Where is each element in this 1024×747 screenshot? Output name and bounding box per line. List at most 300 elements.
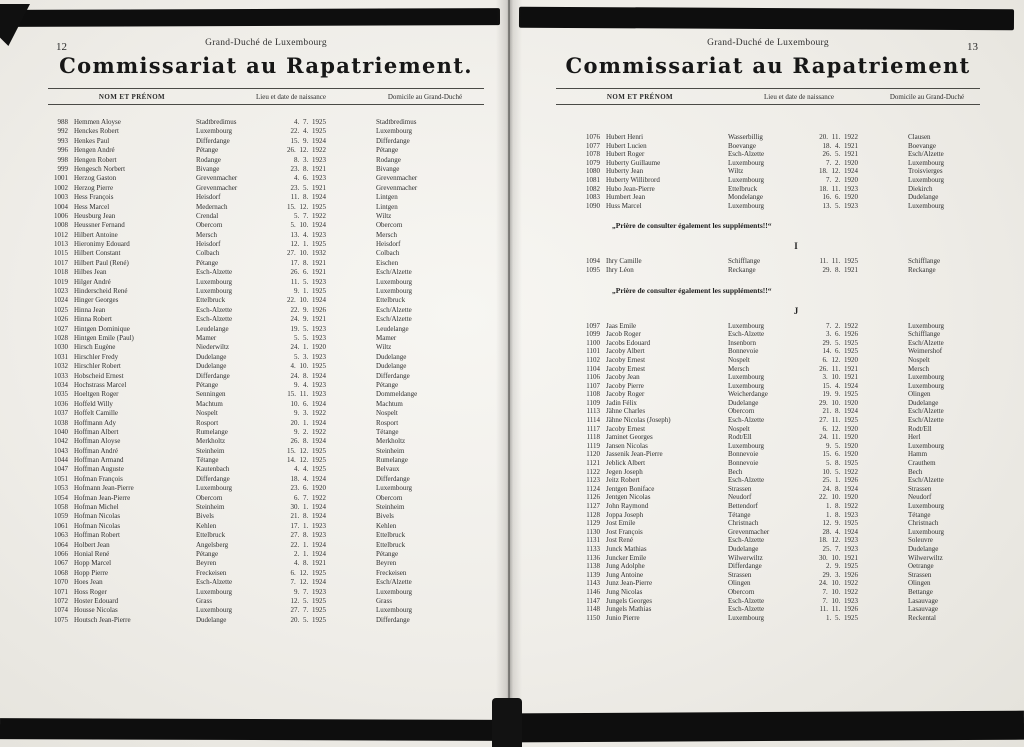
table-row <box>48 390 484 399</box>
cell-place: Kautenbach <box>196 465 230 474</box>
cell-name: Jansen Nicolas <box>606 441 648 450</box>
cell-num: 1035 <box>54 390 68 399</box>
cell-dom: Esch/Alzette <box>376 305 412 314</box>
cell-name: Herzog Pierre <box>74 183 114 192</box>
table-row <box>48 156 484 165</box>
cell-name: Junio Pierre <box>606 613 640 622</box>
cell-place: Heisdorf <box>196 193 221 202</box>
name-table-section-j <box>556 322 980 623</box>
cell-place: Bivels <box>196 512 214 521</box>
table-row <box>48 240 484 249</box>
table-row <box>556 159 980 168</box>
table-row <box>48 165 484 174</box>
cell-name: Hintgen Emile (Paul) <box>74 333 134 342</box>
cell-num: 1023 <box>54 287 68 296</box>
cell-date: 24. 11. 1920 <box>819 433 858 442</box>
page-title: Commissariat au Rapatriement. <box>59 53 473 78</box>
cell-num: 1090 <box>586 201 600 210</box>
cell-name: Hofman François <box>74 474 123 483</box>
cell-name: Hubo Jean-Pierre <box>606 184 655 193</box>
cell-name: Jacob Roger <box>606 330 641 339</box>
cell-num: 1044 <box>54 456 68 465</box>
table-row <box>556 365 980 374</box>
cell-num: 1070 <box>54 578 68 587</box>
cell-place: Bivange <box>196 164 220 173</box>
cell-dom: Luxembourg <box>908 502 945 510</box>
table-row <box>556 433 980 442</box>
cell-dom: Differdange <box>376 615 410 624</box>
cell-name: Hoffman Armand <box>74 456 124 465</box>
cell-date: 15. 12. 1925 <box>287 202 326 211</box>
cell-date: 28. 4. 1924 <box>822 527 858 536</box>
table-row <box>48 127 484 136</box>
cell-name: Hoffman André <box>74 446 118 455</box>
cell-num: 1063 <box>54 531 68 540</box>
table-row <box>48 334 484 343</box>
table-row <box>556 511 980 520</box>
column-header-name: NOM ET PRÉNOM <box>98 93 166 101</box>
cell-place: Strassen <box>728 484 752 493</box>
cell-dom: Luxembourg <box>908 201 945 210</box>
cell-dom: Neudorf <box>908 493 932 502</box>
cell-dom: Schifflange <box>908 257 941 266</box>
cell-place: Rodt/Ell <box>728 433 752 442</box>
cell-place: Grevenmacher <box>728 527 770 536</box>
table-row <box>556 150 980 159</box>
cell-place: Reckange <box>728 265 756 274</box>
cell-name: Junz Jean-Pierre <box>606 579 653 588</box>
cell-date: 25. 7. 1923 <box>822 544 858 553</box>
cell-num: 1114 <box>586 416 600 425</box>
cell-date: 9. 7. 1923 <box>294 587 326 596</box>
cell-num: 1113 <box>586 407 600 416</box>
table-row <box>48 597 484 606</box>
cell-dom: Esch/Alzette <box>376 315 412 324</box>
scan-edge-top-right <box>519 7 1014 31</box>
cell-dom: Obercorn <box>376 221 403 230</box>
cell-name: Hobscheid Ernest <box>74 371 124 380</box>
cell-dom: Dudelange <box>376 352 407 361</box>
cell-num: 1024 <box>54 296 68 305</box>
cell-dom: Nospelt <box>908 355 930 364</box>
cell-name: Hochstrass Marcel <box>74 380 127 389</box>
section-letter-j: J <box>793 305 799 316</box>
name-table-section-i <box>556 257 980 274</box>
cell-date: 4. 10. 1925 <box>290 362 326 371</box>
cell-num: 1143 <box>586 579 600 588</box>
cell-num: 1095 <box>586 265 600 274</box>
cell-dom: Mersch <box>908 364 929 373</box>
cell-place: Dudelange <box>196 352 227 361</box>
cell-dom: Luxembourg <box>908 175 945 184</box>
cell-place: Grevenmacher <box>196 183 238 192</box>
table-row <box>48 616 484 625</box>
cell-dom: Boevange <box>908 141 936 150</box>
cell-num: 1008 <box>54 221 68 230</box>
cell-dom: Luxembourg <box>908 441 945 450</box>
cell-date: 9. 1. 1925 <box>294 287 326 296</box>
cell-dom: Esch/Alzette <box>908 150 944 159</box>
cell-name: Hilger André <box>74 277 111 286</box>
book-fold-line <box>508 0 510 747</box>
cell-place: Beyren <box>196 559 217 568</box>
cell-place: Olingen <box>728 579 751 588</box>
cell-date: 18. 12. 1923 <box>819 536 858 545</box>
cell-name: Jacoby Pierre <box>606 381 644 390</box>
cell-num: 1146 <box>586 587 600 596</box>
cell-place: Bonnevoie <box>728 450 759 459</box>
table-row <box>556 579 980 588</box>
cell-date: 5. 5. 1923 <box>294 333 326 342</box>
cell-dom: Dommeldange <box>376 390 418 399</box>
table-header <box>556 88 980 105</box>
cell-dom: Schifflange <box>908 330 941 339</box>
cell-place: Esch-Alzette <box>196 268 233 277</box>
cell-dom: Stadtbredimus <box>376 118 417 126</box>
cell-name: Juncker Emile <box>606 553 647 562</box>
cell-name: Jungels Georges <box>606 596 652 605</box>
cell-num: 1033 <box>54 371 68 380</box>
cell-num: 1058 <box>54 503 68 512</box>
cell-name: Hirschler Fredy <box>74 352 119 361</box>
cell-place: Obercorn <box>728 587 755 596</box>
cell-name: Hengen Robert <box>74 155 117 164</box>
cell-place: Mersch <box>728 364 749 373</box>
cell-name: Hoffman Robert <box>74 531 120 540</box>
cell-date: 5. 7. 1922 <box>294 211 326 220</box>
cell-num: 1107 <box>586 381 600 390</box>
cell-dom: Christnach <box>908 519 939 528</box>
cell-date: 1. 8. 1923 <box>826 510 858 519</box>
cell-name: Hinger Georges <box>74 296 119 305</box>
cell-date: 6. 12. 1925 <box>290 568 326 577</box>
cell-date: 9. 3. 1922 <box>294 409 326 418</box>
cell-name: Jacoby Jean <box>606 373 640 382</box>
table-row <box>48 437 484 446</box>
cell-name: Jacoby Ernest <box>606 364 646 373</box>
cell-dom: Strassen <box>908 484 932 493</box>
cell-num: 998 <box>57 155 68 164</box>
cell-date: 15. 4. 1924 <box>822 381 858 390</box>
cell-dom: Beyren <box>376 559 397 568</box>
table-row <box>556 614 980 623</box>
cell-name: Hoss Roger <box>74 587 107 596</box>
cell-dom: Eischen <box>376 258 399 267</box>
cell-place: Tétange <box>728 510 751 519</box>
cell-dom: Luxembourg <box>376 484 413 493</box>
cell-dom: Reckental <box>908 613 936 622</box>
cell-name: Jeblick Albert <box>606 459 646 468</box>
cell-dom: Crauthem <box>908 459 936 468</box>
cell-name: Holbert Jean <box>74 540 110 549</box>
cell-place: Luxembourg <box>728 373 765 382</box>
table-row <box>556 382 980 391</box>
cell-dom: Bettange <box>908 587 933 596</box>
cell-num: 1147 <box>586 596 600 605</box>
cell-dom: Soleuvre <box>908 536 933 545</box>
cell-name: Junck Mathias <box>606 544 647 553</box>
cell-dom: Merkholtz <box>376 437 406 446</box>
cell-dom: Mamer <box>376 333 397 342</box>
cell-date: 5. 8. 1925 <box>826 459 858 468</box>
cell-date: 13. 4. 1923 <box>290 230 326 239</box>
cell-date: 9. 5. 1920 <box>826 441 858 450</box>
table-row <box>556 322 980 331</box>
cell-num: 1129 <box>586 519 600 528</box>
cell-date: 6. 12. 1920 <box>822 424 858 433</box>
cell-dom: Luxembourg <box>376 606 413 615</box>
cell-name: Hilbert Antoine <box>74 230 118 239</box>
cell-date: 27. 7. 1925 <box>290 606 326 615</box>
cell-place: Esch-Alzette <box>728 596 765 605</box>
table-row <box>556 339 980 348</box>
cell-dom: Hamm <box>908 450 928 459</box>
table-row <box>556 193 980 202</box>
scan-edge-bottom-right <box>513 711 1024 743</box>
table-row <box>48 278 484 287</box>
cell-date: 20. 5. 1925 <box>290 615 326 624</box>
cell-name: Jadin Félix <box>606 398 637 407</box>
cell-name: Henkes Paul <box>74 136 110 145</box>
table-row <box>556 176 980 185</box>
cell-date: 29. 10. 1920 <box>819 398 858 407</box>
cell-name: Huberty Jean <box>606 167 644 176</box>
cell-num: 1003 <box>54 193 68 202</box>
cell-name: Heusburg Jean <box>74 211 116 220</box>
cell-date: 3. 10. 1921 <box>822 373 858 382</box>
cell-num: 1078 <box>586 150 600 159</box>
table-row <box>48 212 484 221</box>
cell-name: Hubert Henri <box>606 133 644 141</box>
cell-date: 7. 2. 1920 <box>826 175 858 184</box>
cell-name: Hilbert Constant <box>74 249 121 258</box>
table-row <box>556 562 980 571</box>
cell-dom: Troisvierges <box>908 167 943 176</box>
cell-num: 1123 <box>586 476 600 485</box>
cell-name: Hilbert Paul (René) <box>74 258 129 267</box>
cell-place: Stadtbredimus <box>196 118 237 126</box>
table-row <box>556 133 980 142</box>
cell-date: 27. 11. 1925 <box>819 416 858 425</box>
cell-date: 26. 5. 1921 <box>822 150 858 159</box>
cell-dom: Pétange <box>376 380 399 389</box>
cell-date: 6. 12. 1920 <box>822 355 858 364</box>
table-row <box>556 185 980 194</box>
table-row <box>48 381 484 390</box>
cell-name: Jeitz Robert <box>606 476 640 485</box>
cell-dom: Luxembourg <box>908 373 945 382</box>
cell-place: Differdange <box>728 562 762 571</box>
cell-place: Rosport <box>196 418 219 427</box>
cell-dom: Heisdorf <box>376 240 401 249</box>
cell-date: 4. 7. 1925 <box>294 118 326 126</box>
cell-dom: Luxembourg <box>376 127 413 136</box>
cell-num: 992 <box>57 127 68 136</box>
cell-place: Nospelt <box>196 409 218 418</box>
cell-dom: Rosport <box>376 418 399 427</box>
table-row <box>556 597 980 606</box>
cell-place: Grass <box>196 596 212 605</box>
cell-date: 20. 11. 1922 <box>819 133 858 141</box>
cell-date: 7. 12. 1924 <box>290 578 326 587</box>
page-number: 13 <box>967 41 978 53</box>
cell-num: 1080 <box>586 167 600 176</box>
cell-num: 1015 <box>54 249 68 258</box>
cell-name: Honial René <box>74 549 110 558</box>
table-row <box>556 399 980 408</box>
table-row <box>48 559 484 568</box>
cell-place: Esch-Alzette <box>196 578 233 587</box>
cell-name: Jaas Emile <box>606 321 637 330</box>
cell-place: Dudelange <box>196 615 227 624</box>
cell-name: Housse Nicolas <box>74 606 118 615</box>
cell-place: Colbach <box>196 249 220 258</box>
cell-num: 1071 <box>54 587 68 596</box>
cell-place: Steinheim <box>196 503 225 512</box>
cell-dom: Luxembourg <box>376 287 413 296</box>
cell-dom: Luxembourg <box>376 277 413 286</box>
table-header <box>48 88 484 105</box>
table-row <box>556 390 980 399</box>
cell-name: Herzog Gaston <box>74 174 117 183</box>
table-row <box>48 409 484 418</box>
cell-date: 23. 8. 1921 <box>290 164 326 173</box>
cell-num: 1066 <box>54 549 68 558</box>
cell-date: 14. 6. 1925 <box>822 347 858 356</box>
cell-name: Hoffman Aloyse <box>74 437 121 446</box>
cell-dom: Belvaux <box>376 465 400 474</box>
cell-num: 1025 <box>54 305 68 314</box>
cell-name: Jentgen Nicolas <box>606 493 651 502</box>
cell-date: 8. 3. 1923 <box>294 155 326 164</box>
table-row <box>556 373 980 382</box>
cell-date: 7. 2. 1920 <box>826 158 858 167</box>
cell-dom: Pétange <box>376 146 399 155</box>
column-header-domicile: Domicile au Grand-Duché <box>387 93 463 101</box>
book-fold-bottom-shadow <box>492 698 522 747</box>
cell-num: 1018 <box>54 268 68 277</box>
cell-date: 26. 12. 1922 <box>287 146 326 155</box>
cell-date: 18. 4. 1921 <box>822 141 858 150</box>
cell-name: Hirsch Eugène <box>74 343 116 352</box>
cell-num: 1013 <box>54 240 68 249</box>
scan-edge-top-left <box>10 8 500 27</box>
cell-num: 1150 <box>586 613 600 622</box>
cell-dom: Dudelange <box>908 398 939 407</box>
cell-num: 1017 <box>54 258 68 267</box>
cell-place: Senningen <box>196 390 226 399</box>
cell-date: 26. 6. 1921 <box>290 268 326 277</box>
cell-name: Jassenik Jean-Pierre <box>606 450 663 459</box>
cell-place: Esch-Alzette <box>196 315 233 324</box>
cell-dom: Rodange <box>376 155 401 164</box>
cell-date: 24. 8. 1924 <box>290 371 326 380</box>
cell-name: Jungels Mathias <box>606 605 652 614</box>
table-row <box>48 531 484 540</box>
cell-place: Luxembourg <box>196 587 233 596</box>
cell-date: 3. 6. 1926 <box>826 330 858 339</box>
cell-date: 22. 10. 1924 <box>287 296 326 305</box>
cell-name: Jost René <box>606 536 634 545</box>
page-title: Commissariat au Rapatriement <box>565 53 971 78</box>
cell-date: 22. 4. 1925 <box>290 127 326 136</box>
cell-dom: Bivels <box>376 512 394 521</box>
cell-num: 1082 <box>586 184 600 193</box>
cell-name: Hengen André <box>74 146 115 155</box>
cell-name: Huberty Willibrord <box>606 175 660 184</box>
cell-date: 15. 11. 1923 <box>287 390 326 399</box>
table-row <box>48 203 484 212</box>
cell-date: 17. 8. 1921 <box>290 258 326 267</box>
table-row <box>556 416 980 425</box>
cell-num: 1136 <box>586 553 600 562</box>
cell-date: 9. 2. 1922 <box>294 427 326 436</box>
cell-date: 26. 11. 1921 <box>819 364 858 373</box>
cell-name: Jacoby Ernest <box>606 424 646 433</box>
cell-name: Hemmen Aloyse <box>74 118 121 126</box>
cell-name: Hofman Nicolas <box>74 512 121 521</box>
cell-dom: Grass <box>376 596 392 605</box>
cell-num: 1148 <box>586 605 600 614</box>
table-row <box>556 502 980 511</box>
cell-place: Esch-Alzette <box>728 605 765 614</box>
cell-dom: Ettelbruck <box>376 531 406 540</box>
cell-date: 25. 1. 1926 <box>822 476 858 485</box>
cell-place: Pétange <box>196 549 219 558</box>
cell-name: Hoes Jean <box>74 578 103 587</box>
cell-name: Hoffmann Ady <box>74 418 117 427</box>
table-row <box>48 569 484 578</box>
cell-date: 9. 4. 1923 <box>294 380 326 389</box>
cell-name: Hinna Robert <box>74 315 112 324</box>
cell-date: 24. 9. 1921 <box>290 315 326 324</box>
cell-place: Wiltz <box>728 167 744 176</box>
cell-name: Hoeltgen Roger <box>74 390 119 399</box>
cell-date: 12. 5. 1925 <box>290 596 326 605</box>
cell-dom: Ettelbruck <box>376 296 406 305</box>
table-row <box>48 315 484 324</box>
cell-dom: Obercorn <box>376 493 403 502</box>
cell-place: Luxembourg <box>728 175 765 184</box>
table-row <box>48 588 484 597</box>
cell-place: Strassen <box>728 570 752 579</box>
cell-num: 1047 <box>54 465 68 474</box>
cell-num: 1124 <box>586 484 600 493</box>
cell-date: 22. 9. 1926 <box>290 305 326 314</box>
cell-dom: Ettelbruck <box>376 540 406 549</box>
cell-name: Hilbes Jean <box>74 268 107 277</box>
supplement-note: „Prière de consulter également les suppléments!!“ <box>612 285 772 295</box>
cell-dom: Rumelange <box>376 456 408 465</box>
cell-place: Luxembourg <box>728 613 765 622</box>
cell-place: Merkholtz <box>196 437 226 446</box>
cell-date: 24. 1. 1920 <box>290 343 326 352</box>
cell-place: Obercorn <box>196 221 223 230</box>
cell-name: Jost François <box>606 527 643 536</box>
cell-name: Henckes Robert <box>74 127 119 136</box>
cell-date: 24. 8. 1924 <box>822 484 858 493</box>
cell-name: Hieronimy Edouard <box>74 240 130 249</box>
cell-name: Hoffelt Camille <box>74 409 118 418</box>
table-row <box>556 605 980 614</box>
cell-dom: Dudelange <box>376 362 407 371</box>
table-row <box>48 296 484 305</box>
cell-name: Jaminet Georges <box>606 433 653 442</box>
cell-place: Luxembourg <box>728 321 765 330</box>
cell-name: Hengesch Norbert <box>74 164 126 173</box>
cell-num: 1012 <box>54 230 68 239</box>
table-row <box>48 447 484 456</box>
